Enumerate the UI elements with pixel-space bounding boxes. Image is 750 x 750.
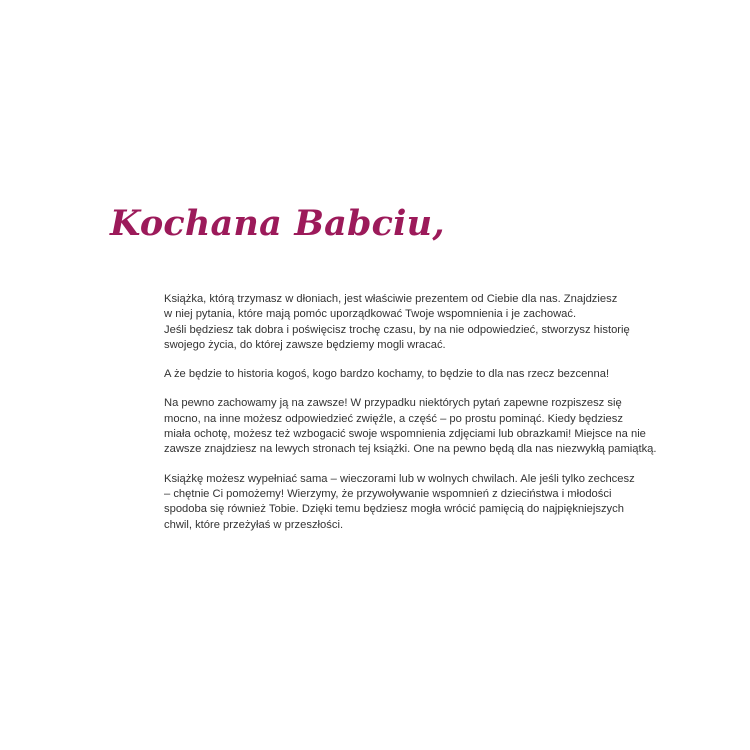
text-line: mocno, na inne możesz odpowiedzieć zwięźle, a część – po prostu pominąć. Kiedy będziesz xyxy=(164,412,623,425)
letter-paragraph-2 xyxy=(164,367,684,382)
text-line: – chętnie Ci pomożemy! Wierzymy, że przywoływanie wspomnień z dzieciństwa i młodości xyxy=(164,487,612,500)
letter-body xyxy=(164,292,684,547)
text-line: Książka, którą trzymasz w dłoniach, jest właściwie prezentem od Ciebie dla nas. Znajdziesz xyxy=(164,293,618,305)
letter-paragraph-3 xyxy=(164,396,684,457)
text-line: Książkę możesz wypełniać sama – wieczorami lub w wolnych chwilach. Ale jeśli tylko zechcesz xyxy=(164,472,635,485)
letter-paragraph-4 xyxy=(164,472,684,533)
letter-paragraph-1 xyxy=(164,292,684,353)
text-line: zawsze znajdziesz na lewych stronach tej książki. One na pewno będą dla nas niezwykłą pamiątką. xyxy=(164,443,657,456)
text-line: chwil, które przeżyłaś w przeszłości. xyxy=(164,518,344,531)
text-line: swojego życia, do której zawsze będziemy mogli wracać. xyxy=(164,338,446,351)
text-line: w niej pytania, które mają pomóc uporządkować Twoje wspomnienia i je zachować. xyxy=(164,308,577,321)
text-line: Jeśli będziesz tak dobra i poświęcisz trochę czasu, by na nie odpowiedzieć, stworzysz historię xyxy=(164,323,630,336)
text-line: Na pewno zachowamy ją na zawsze! W przypadku niektórych pytań zapewne rozpiszesz się xyxy=(164,397,622,410)
text-line: A że będzie to historia kogoś, kogo bardzo kochamy, to będzie to dla nas rzecz bezcenna! xyxy=(164,368,610,381)
text-line: miała ochotę, możesz też wzbogacić swoje wspomnienia zdjęciami lub obrazkami! Miejsce na nie xyxy=(164,428,646,441)
text-line: spodoba się również Tobie. Dzięki temu będziesz mogła wrócić pamięcią do najpiękniejszych xyxy=(164,503,624,516)
greeting-heading: Kochana Babciu, xyxy=(110,203,445,244)
